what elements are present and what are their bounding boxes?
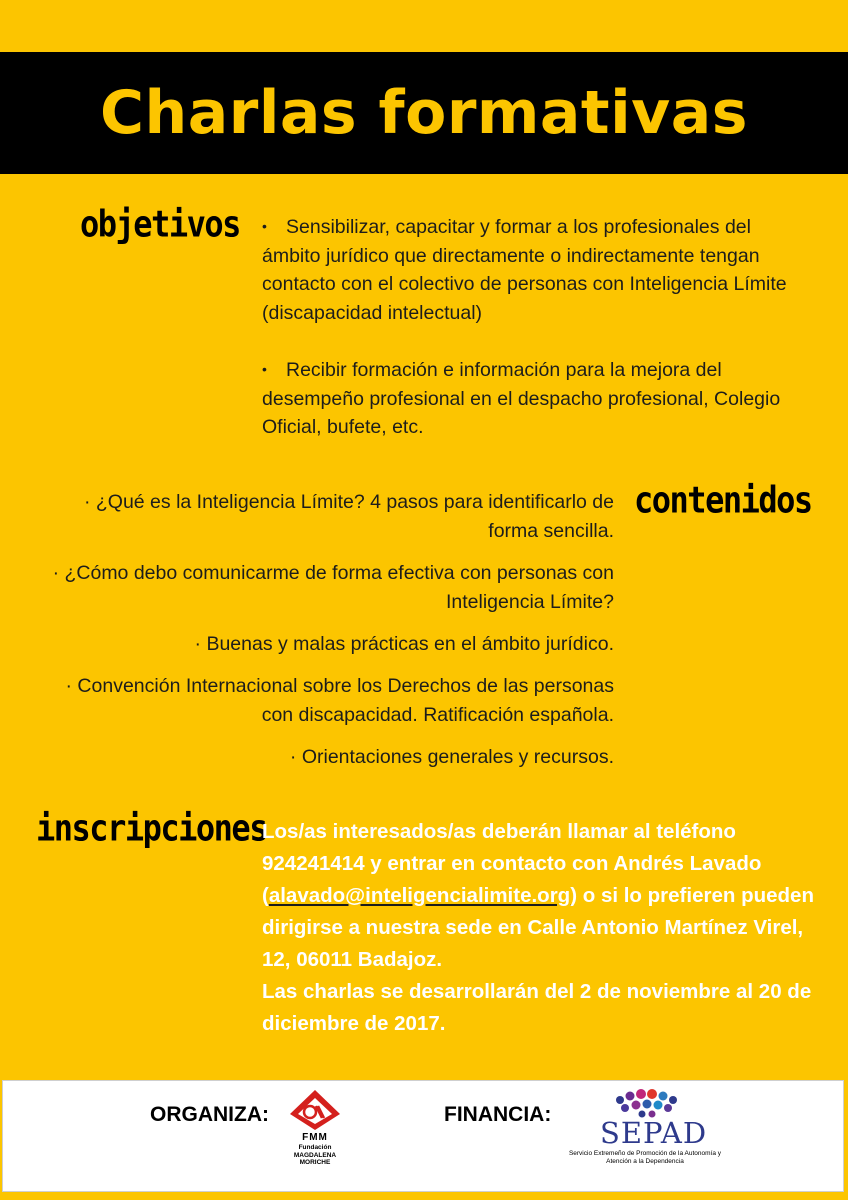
- page-title: Charlas formativas: [100, 78, 748, 148]
- list-item: · ¿Cómo debo comunicarme de forma efectiva con personas con Inteligencia Límite?: [52, 562, 614, 613]
- fmm-brand: FMM: [302, 1132, 328, 1143]
- list-item: · Buenas y malas prácticas en el ámbito jurídico.: [194, 633, 614, 655]
- list-item: • Recibir formación e información para la mejora del desempeño profesional en el despacho profesional, Colegio Oficial, bufete, etc.: [262, 359, 781, 438]
- sepad-subtitle: Servicio Extremeño de Promoción de la Autonomía y Atención a la Dependencia: [568, 1150, 722, 1165]
- financia-label: FINANCIA:: [444, 1103, 552, 1126]
- fmm-emblem-icon: [288, 1088, 342, 1132]
- organiza-label: ORGANIZA:: [150, 1103, 269, 1126]
- sepad-dots-icon: [560, 1086, 730, 1120]
- objetivos-list: [262, 212, 792, 470]
- objetivos-heading: objetivos: [80, 202, 240, 246]
- sepad-brand: SEPAD: [600, 1116, 708, 1150]
- sepad-logo: [560, 1086, 730, 1186]
- fmm-name: Fundación MAGDALENA MORICHE: [293, 1144, 337, 1166]
- list-item: · Orientaciones generales y recursos.: [289, 746, 614, 768]
- contenidos-heading: contenidos: [634, 478, 812, 522]
- inscripciones-text: Los/as interesados/as deberán llamar al teléfono 924241414 y entrar en contacto con Andrés Lavado (alavado@inteligencialimite.org) o si lo prefieren pueden dirigirse a nuestra sede en Calle Antonio Martínez Virel, 12, 06011 Badajoz. Las charlas se desarrollarán del 2 de noviembre al 20 de diciembre de 2017.: [262, 816, 822, 1040]
- contenidos-list: [40, 488, 614, 785]
- email-link[interactable]: alavado@inteligencialimite.org: [268, 884, 571, 907]
- list-item: · ¿Qué es la Inteligencia Límite? 4 pasos para identificarlo de forma sencilla.: [83, 491, 614, 542]
- list-item: • Sensibilizar, capacitar y formar a los profesionales del ámbito jurídico que directamente o indirectamente tengan contacto con el colectivo de personas con Inteligencia Límite (discapacidad intelectual): [262, 216, 787, 324]
- list-item: · Convención Internacional sobre los Derechos de las personas con discapacidad. Ratificación española.: [65, 675, 614, 726]
- inscripciones-heading: inscripciones: [36, 806, 267, 850]
- fmm-logo: [288, 1088, 342, 1184]
- dates-text: Las charlas se desarrollarán del 2 de noviembre al 20 de diciembre de 2017.: [262, 980, 812, 1035]
- title-band: [0, 52, 848, 174]
